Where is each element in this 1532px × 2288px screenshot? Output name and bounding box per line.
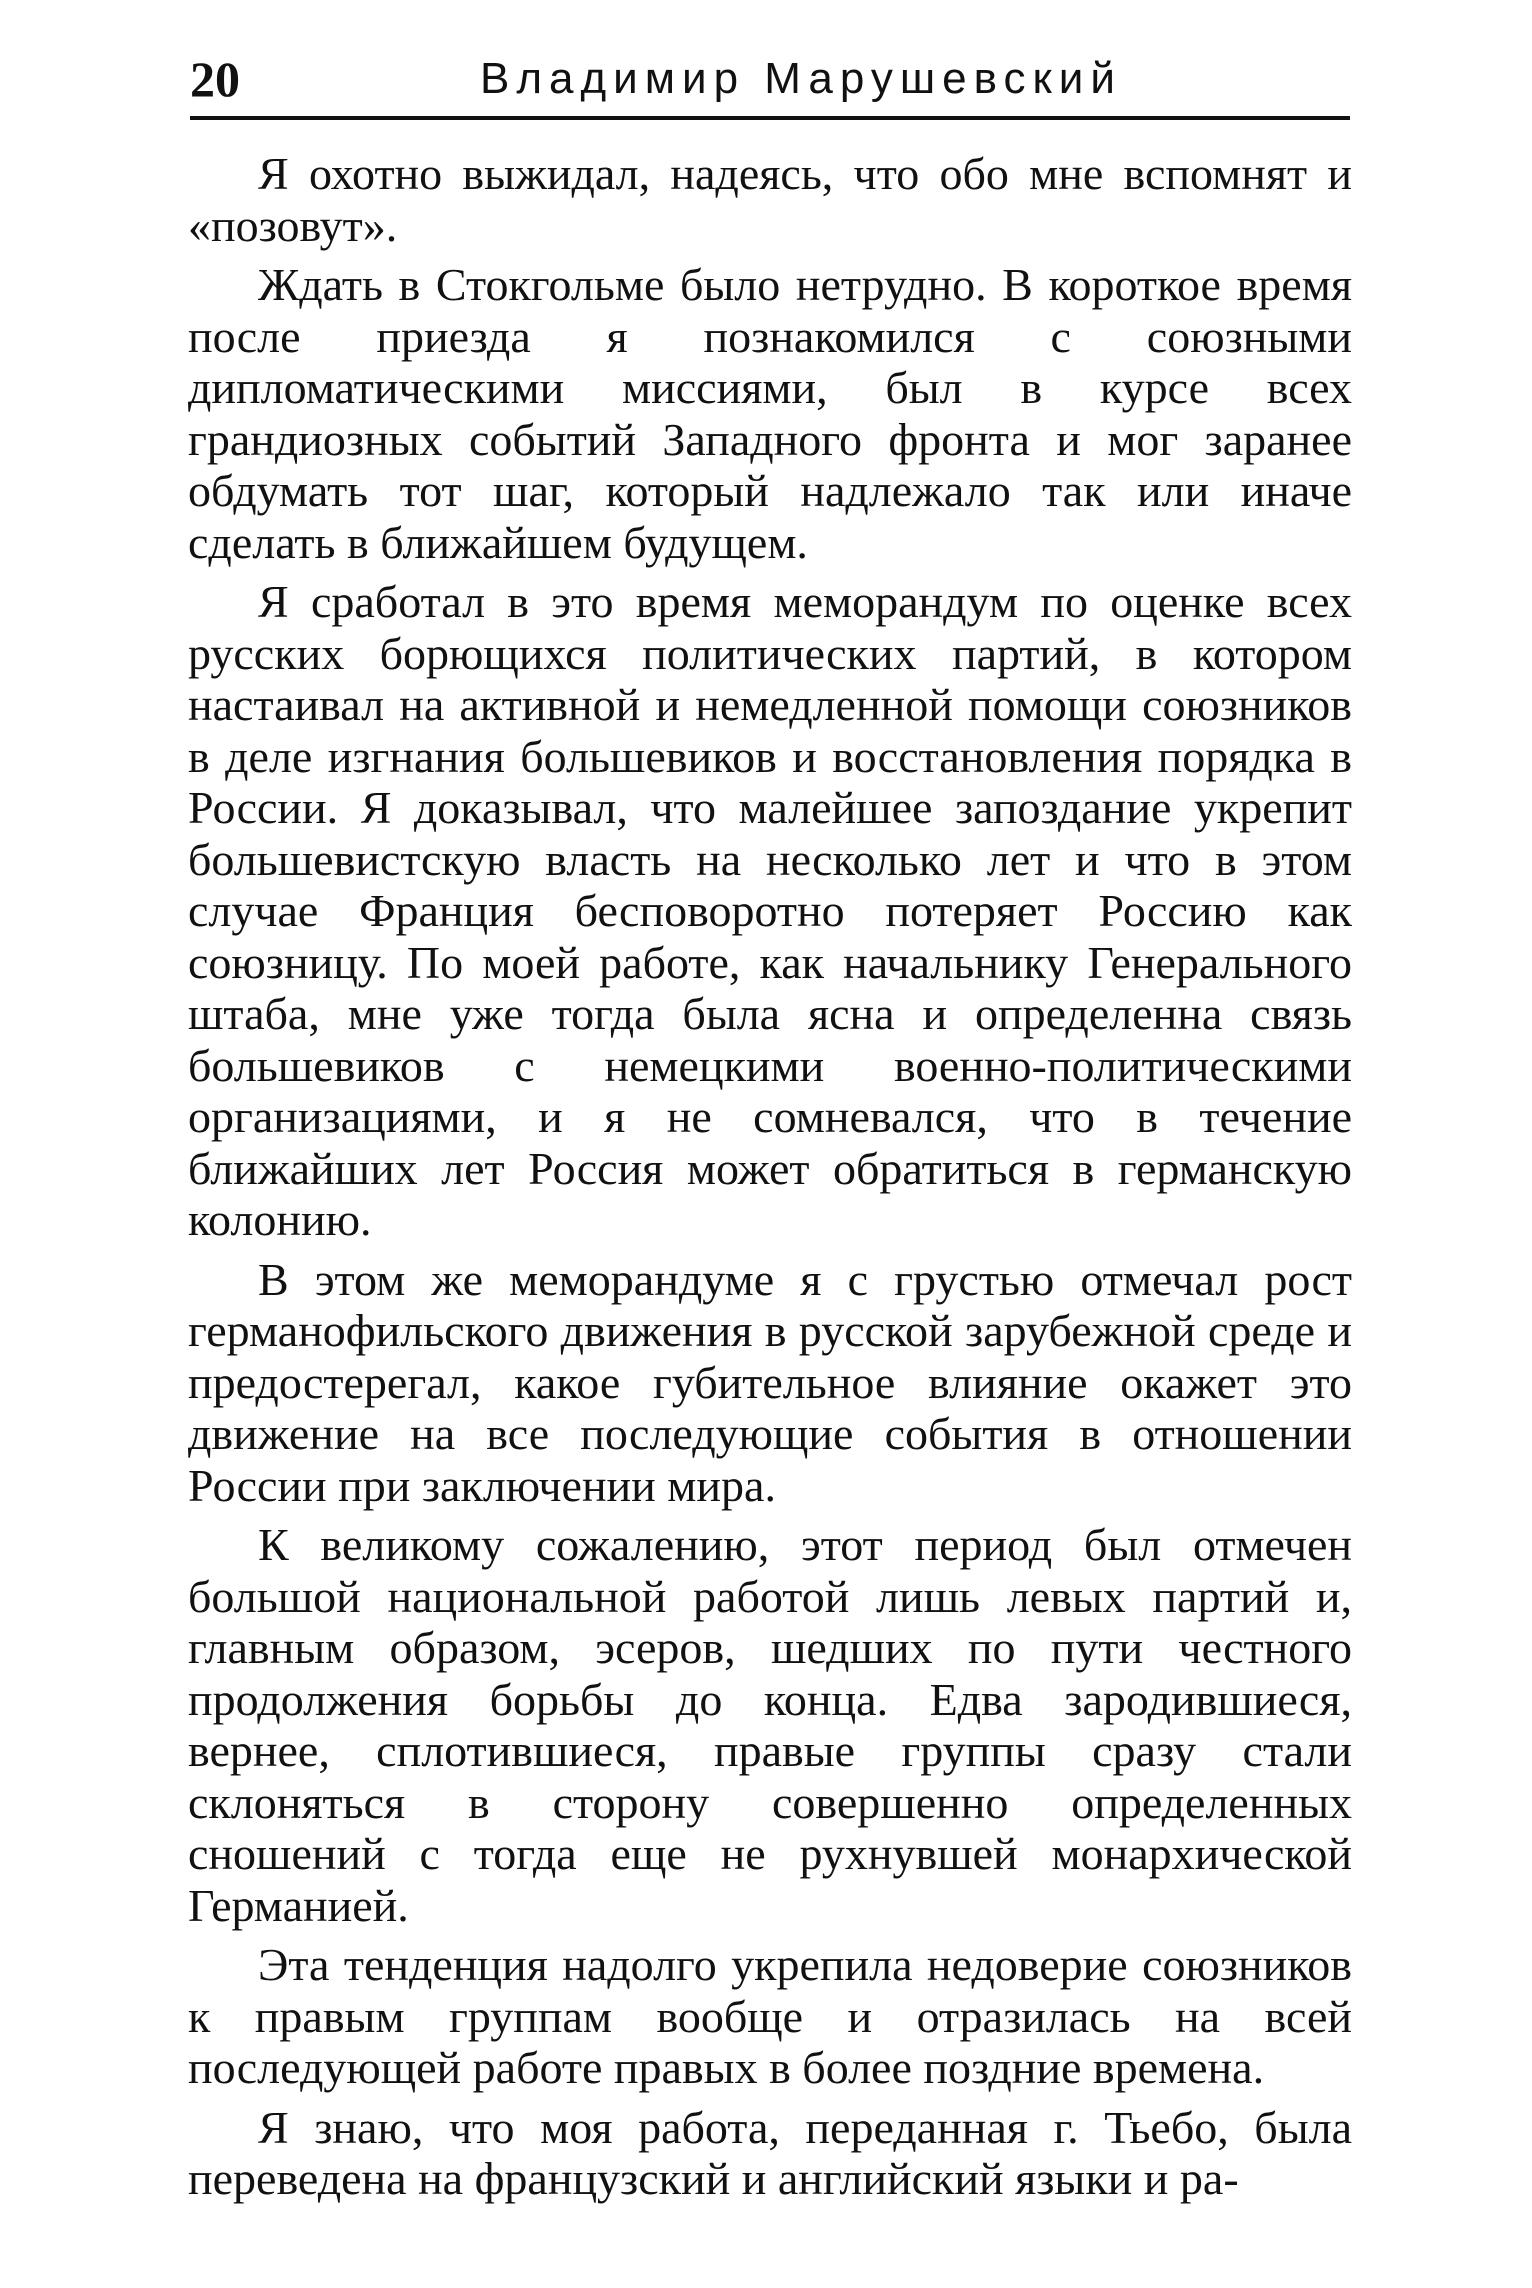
running-head: [190, 44, 1350, 114]
paragraph: Я знаю, что моя работа, переданная г. Тьебо, была переведена на французский и английский языки и ра-: [188, 2101, 1352, 2204]
header-rule: [190, 116, 1350, 120]
paragraph: Я охотно выжидал, надеясь, что обо мне вспомнят и «позовут».: [188, 148, 1352, 251]
page-number: 20: [190, 51, 240, 107]
paragraph: К великому сожалению, этот период был отмечен большой национальной работой лишь левых партий и, главным образом, эсеров, шедших по пути честного продолжения борьбы до конца. Едва зародившиеся, вернее, сплотившиеся, правые группы сразу стали склоняться в сторону совершенно определенных сношений с тогда еще не рухнувшей монархической Германией.: [188, 1519, 1352, 1931]
paragraph: В этом же меморандуме я с грустью отмечал рост германофильского движения в русской зарубежной среде и предостерегал, какое губительное влияние окажет это движение на все последующие события в отношении России при заключении мира.: [188, 1253, 1352, 1511]
paragraph: Я сработал в это время меморандум по оценке всех русских борющихся политических партий, в котором настаивал на активной и немедленной помощи союзников в деле изгнания большевиков и восстановления порядка в России. Я доказывал, что малейшее запоздание укрепит большевистскую власть на несколько лет и что в этом случае Франция бесповоротно потеряет Россию как союзницу. По моей работе, как начальнику Генерального штаба, мне уже тогда была ясна и определенна связь большевиков с немецкими военно-политическими организациями, и я не сомневался, что в течение ближайших лет Россия может обратиться в германскую колонию.: [188, 576, 1352, 1245]
running-title: Владимир Марушевский: [480, 54, 1122, 103]
paragraph: Ждать в Стокгольме было нетрудно. В короткое время после приезда я познакомился с союзными дипломатическими миссиями, был в курсе всех грандиозных событий Западного фронта и мог заранее обдумать тот шаг, который надлежало так или иначе сделать в ближайшем будущем.: [188, 259, 1352, 568]
paragraph: Эта тенденция надолго укрепила недоверие союзников к правым группам вообще и отразилась на всей последующей работе правых в более поздние времена.: [188, 1939, 1352, 2093]
body-text: [188, 148, 1352, 2213]
